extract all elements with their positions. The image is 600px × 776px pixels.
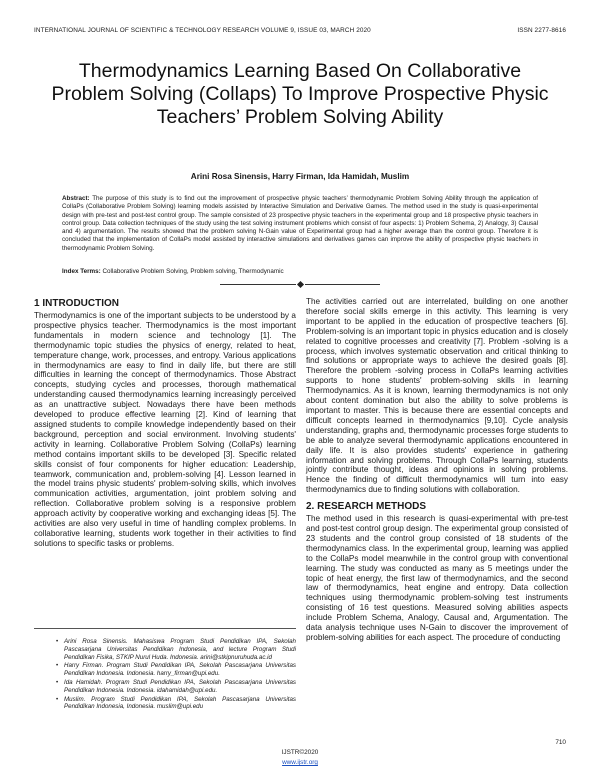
divider-line-left — [220, 284, 296, 285]
issn: ISSN 2277-8616 — [517, 27, 566, 34]
introduction-continued: The activities carried out are interrelated, building on one another therefore social skills emerge in this activity. This learning is very important to be applied in the education of prospective teachers [6]. Problem-solving is an important topic in physics education and is closely related to cognitive processes and creativity [7]. Problem -solving is a process, which involves systematic observation and critical thinking to find solutions or appropriate ways to achieve the desired goals [8]. Therefore the problem -solving process in CollaPs learning activities supports to hone students' problem-solving skills in learning Thermodynamics. As it is known, learning thermodynamics is not only about content domination but also the ability to solve problems is important to master. This is because there are essential concepts and difficult concepts learned in thermodynamics [9,10]. Cycle analysis understanding, graphs and, thermodynamic processes forge students to be able to analyze several thermodynamic applications encountered in daily life. It is also provides students' experience in gathering information and solving problems. Through CollaPs learning, students jointly contribute thought, ideas and opinions in solving problems. Hence the finding of difficult thermodynamics will turn into easy thermodynamics due to finding solutions with collaboration. — [306, 297, 568, 495]
left-column — [34, 298, 296, 549]
page-number: 710 — [555, 739, 566, 746]
methods-heading: 2. RESEARCH METHODS — [306, 501, 427, 513]
diamond-icon — [296, 280, 303, 287]
divider-line-right — [305, 284, 381, 285]
index-terms — [62, 268, 538, 276]
footnote-item: • Arini Rosa Sinensis. Mahasiswa Program Studi Pendidikan IPA, Sekolah Pascasarjana Universitas Pendidikan Indonesia, and lecture Program Studi Pendidikan Fisika, STKIP Nurul Huda. Indonesia. arini@stkipnuruhuda.ac.id — [34, 638, 296, 661]
journal-website-link[interactable]: www.ijstr.org — [282, 759, 318, 766]
methods-body: The method used in this research is quasi-experimental with pre-test and post-test control group design. The experimental group consisted of 23 students and the control group consisted of 18 students of the thermodynamics class. In the experimental group, learning was applied to the CollaPs model meanwhile in the control group with conventional learning. The study was conducted as many as 5 meetings under the topic of heat energy, the first law of thermodynamics, and the second law of thermodynamics, heat engine and entropy. Data collection techniques using thermodynamic problem-solving test instruments consisting of 16 test questions. Measured solving abilities aspects include Problem Schema, Analogy, Causal and, Argumentation. The data analysis technique uses N-Gain to discover the improvement of problem-solving abilities for each aspect. The procedure of conducting — [306, 514, 568, 642]
abstract-label: Abstract: — [62, 195, 90, 202]
footer-copyright: IJSTR©2020 — [281, 749, 319, 756]
journal-name: INTERNATIONAL JOURNAL OF SCIENTIFIC & TECHNOLOGY RESEARCH VOLUME 9, ISSUE 03, MARCH 2020 — [34, 27, 371, 34]
abstract — [62, 195, 538, 253]
author-footnotes — [34, 628, 296, 712]
footnote-item: • Muslim. Program Studi Pendidikan IPA, Sekolah Pascasarjana Universitas Pendidikan Indonesia, Indonesia. muslim@upi.edu — [34, 696, 296, 712]
right-column — [306, 297, 568, 643]
footnote-item: • Ida Hamidah. Program Studi Pendidikan IPA, Sekolah Pascasarjana Universitas Pendidikan Indonesia. Indonesia. idahamidah@upi.edu. — [34, 679, 296, 695]
running-header — [34, 27, 566, 34]
paper-title: Thermodynamics Learning Based On Collaborative Problem Solving (Collaps) To Improve Prospective Physic Teachers’ Problem Solving Ability — [51, 60, 549, 128]
author-list: Arini Rosa Sinensis, Harry Firman, Ida Hamidah, Muslim — [190, 172, 410, 181]
index-terms-text: Collaborative Problem Solving, Problem solving, Thermodynamic — [100, 268, 284, 275]
introduction-heading: 1 INTRODUCTION — [34, 298, 119, 309]
footnote-item: • Harry Firman. Program Studi Pendidikan IPA, Sekolah Pascasarjana Universitas Pendidikan Indonesia. Indonesia. harry_firman@upi.edu. — [34, 662, 296, 678]
introduction-body: Thermodynamics is one of the important subjects to be understood by a prospective physics teacher. Thermodynamics is the most important fundamentals in modern science and technology [1]. The thermodynamic topic studies the physics of energy, related to heat, temperature change, work, processes, and entropy. Various applications in thermodynamics are easy to find in daily life, but there are still difficulties in learning the concept of thermodynamics. Those Abstract concepts, studying cycles and processes, thorough mathematical understanding caused thermodynamics learning increasingly perceived as an unattractive subject. Nowadays there have been methods developed to produce effective learning [2]. Kind of learning that assigned students to compile knowledge independently based on their background, perception and social environment. Involving students' activity in learning. Collaborative Problem Solving (CollaPs) learning method contains important skills to be developed [3]. Specific related skills consist of four components for higher education: Leadership, teamwork, communication and, problem-solving [4]. Lesson learned in the model trains physic students' problem-solving skills, which involves communication activities, argumentation, joint problem solving and reflection. Collaborative problem solving is a responsive problem approach activity by cooperative working and exchanging ideas [5]. The activities are also very useful in time of handling complex problems. In collaborative learning, students work together in their activities to find solutions to specific tasks or problems. — [34, 311, 296, 548]
index-terms-label: Index Terms: — [62, 268, 101, 275]
section-divider — [220, 280, 380, 288]
abstract-text: The purpose of this study is to find out the improvement of prospective physic teachers’ thermodynamic Problem Solving Ability through the application of CollaPs (Collaborative Problem Solving) learning models assisted by Interactive Simulation and Derivative Games. The method used in the study is quasi-experimental design with pre-test and post-test control group. The sample consisted of 23 prospective physic teachers in the experimental group and 18 prospective physic teachers in control group. Data collection techniques of the study using the test solving instrument problems which consist of four aspects: 1) Problem Schema, 2) Analogy, 3) Causal and 4) argumentation. The results showed that the problem solving N-Gain value of Experimental group had a higher average than the control group. Therefore it is concluded that the implementation of CollaPs model assisted by interactive simulations and derivatives games can improve the ability of prospective physic teachers in thermodynamic Problem Solving. — [62, 195, 538, 252]
